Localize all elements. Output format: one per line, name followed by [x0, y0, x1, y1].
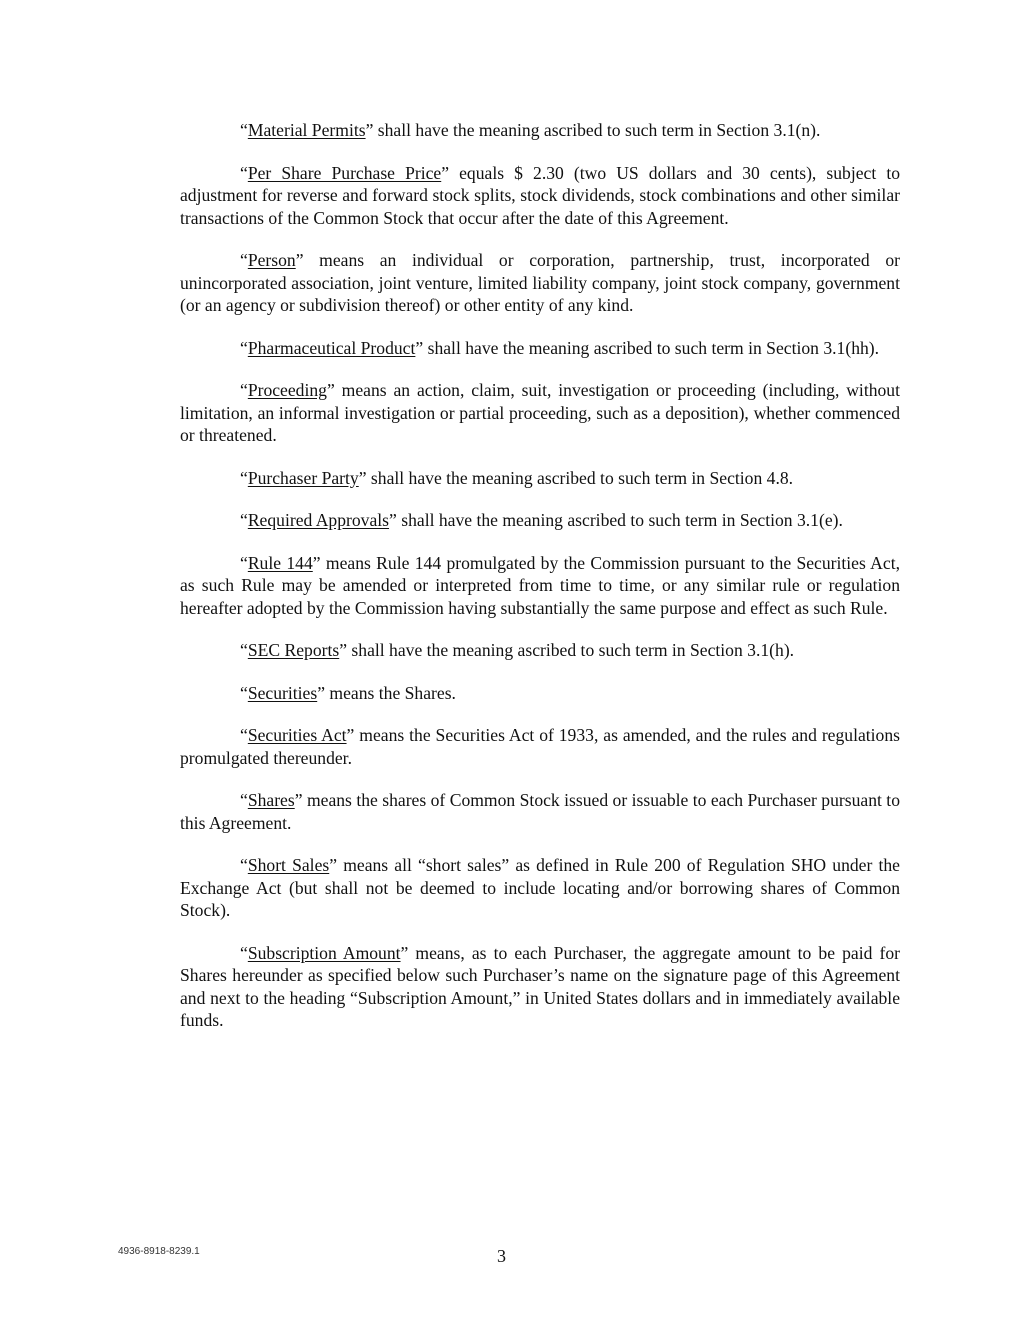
defined-term: Material Permits	[247, 120, 366, 140]
definition-text: means an individual or corporation, partnership, trust, incorporated or unincorporated association, joint venture, limited liability company, joint stock company, government (or an agency or subdivision thereof) or other entity of any kind.	[180, 250, 900, 315]
open-quote: “	[240, 162, 248, 183]
defined-term: Subscription Amount	[247, 942, 401, 963]
close-quote: ”	[389, 510, 397, 530]
definitions-section	[180, 119, 900, 1052]
definition-per-share-purchase-price	[180, 162, 900, 230]
definition-text: means the Shares.	[325, 682, 456, 703]
defined-term: Required Approvals	[247, 510, 390, 530]
definition-required-approvals	[180, 509, 900, 532]
close-quote: ”	[317, 682, 326, 703]
defined-term: Securities Act	[247, 725, 347, 745]
open-quote: “	[240, 337, 248, 358]
definition-securities	[180, 682, 900, 705]
definition-text: means Rule 144 promulgated by the Commission pursuant to the Securities Act, as such Rule may be amended or interpreted from time to time, or any similar rule or regulation hereafter adopted by the Commission having substantially the same purpose and effect as such Rule.	[180, 552, 900, 618]
defined-term: Shares	[247, 790, 295, 810]
definition-text: shall have the meaning ascribed to such term in Section 3.1(h).	[347, 640, 795, 660]
definition-text: shall have the meaning ascribed to such term in Section 3.1(e).	[396, 510, 843, 530]
open-quote: “	[240, 552, 248, 573]
close-quote: ”	[365, 120, 374, 140]
definition-text: means the shares of Common Stock issued or issuable to each Purchaser pursuant to this Agreement.	[180, 790, 900, 833]
definition-text: means all “short sales” as defined in Rule 200 of Regulation SHO under the Exchange Act (but shall not be deemed to include locating and/or borrowing shares of Common Stock).	[180, 855, 900, 920]
definition-text: equals $ 2.30 (two US dollars and 30 cents), subject to adjustment for reverse and forward stock splits, stock dividends, stock combinations and other similar transactions of the Common Stock that occur after the date of this Agreement.	[180, 162, 900, 228]
definition-pharmaceutical-product	[180, 337, 900, 360]
close-quote: ”	[294, 790, 303, 810]
close-quote: ”	[339, 640, 348, 660]
defined-term: Person	[247, 250, 296, 270]
open-quote: “	[240, 510, 248, 530]
definition-text: shall have the meaning ascribed to such term in Section 3.1(n).	[373, 120, 821, 140]
open-quote: “	[240, 120, 248, 140]
definition-person	[180, 249, 900, 317]
definition-text: shall have the meaning ascribed to such term in Section 4.8.	[366, 467, 794, 488]
defined-term: Proceeding	[247, 380, 327, 400]
definition-shares	[180, 789, 900, 834]
open-quote: “	[240, 855, 248, 875]
close-quote: ”	[441, 162, 450, 183]
definition-securities-act	[180, 724, 900, 769]
open-quote: “	[240, 467, 248, 488]
document-id: 4936-8918-8239.1	[118, 1246, 200, 1257]
close-quote: ”	[295, 250, 304, 270]
defined-term: SEC Reports	[247, 640, 340, 660]
definition-proceeding	[180, 379, 900, 447]
page-number: 3	[497, 1246, 506, 1266]
defined-term: Rule 144	[247, 552, 313, 573]
defined-term: Securities	[247, 682, 318, 703]
close-quote: ”	[346, 725, 355, 745]
close-quote: ”	[415, 337, 424, 358]
close-quote: ”	[358, 467, 367, 488]
definition-short-sales	[180, 854, 900, 922]
close-quote: ”	[326, 380, 335, 400]
defined-term: Purchaser Party	[247, 467, 359, 488]
definition-purchaser-party	[180, 467, 900, 490]
definition-rule-144	[180, 552, 900, 620]
definition-text: shall have the meaning ascribed to such term in Section 3.1(hh).	[423, 337, 880, 358]
open-quote: “	[240, 790, 248, 810]
open-quote: “	[240, 380, 248, 400]
close-quote: ”	[329, 855, 338, 875]
open-quote: “	[240, 640, 248, 660]
definition-material-permits	[180, 119, 900, 142]
definition-text: means, as to each Purchaser, the aggregate amount to be paid for Shares hereunder as specified below such Purchaser’s name on the signature page of this Agreement and next to the heading “Subscription Amount,” in United States dollars and in immediately available funds.	[180, 942, 900, 1030]
open-quote: “	[240, 725, 248, 745]
definition-subscription-amount	[180, 942, 900, 1032]
definition-text: means the Securities Act of 1933, as amended, and the rules and regulations promulgated thereunder.	[180, 725, 900, 768]
close-quote: ”	[400, 942, 409, 963]
open-quote: “	[240, 942, 248, 963]
defined-term: Short Sales	[247, 855, 330, 875]
definition-sec-reports	[180, 639, 900, 662]
open-quote: “	[240, 682, 248, 703]
definition-text: means an action, claim, suit, investigation or proceeding (including, without limitation, an informal investigation or partial proceeding, such as a deposition), whether commenced or threatened.	[180, 380, 900, 445]
open-quote: “	[240, 250, 248, 270]
defined-term: Pharmaceutical Product	[247, 337, 416, 358]
close-quote: ”	[312, 552, 321, 573]
defined-term: Per Share Purchase Price	[247, 162, 442, 183]
